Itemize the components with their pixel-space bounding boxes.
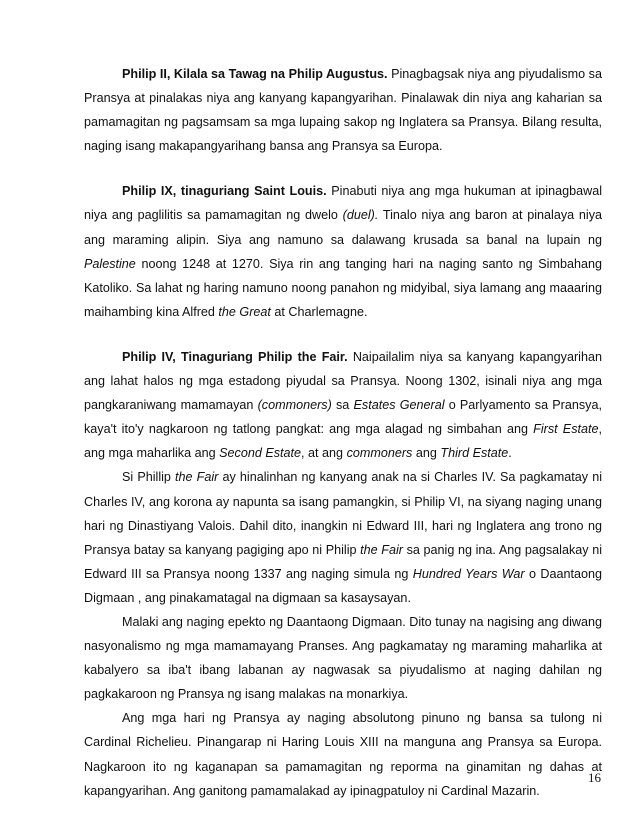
heading-philip-ix: Philip IX, tinaguriang Saint Louis. [122,184,327,199]
paragraph-philip-ii [84,62,602,158]
heading-philip-iv: Philip IV, Tinaguriang Philip the Fair. [122,349,348,364]
paragraph-text: Pinagbagsak niya ang piyudalismo sa Pransya at pinalakas niya ang kanyang kapangyarihan. Pinalawak din niya ang kaharian sa pamamagitan ng pagsamsam sa mga lupaing sakop ng Inglatera sa Pransya. Bilang resulta, naging isang makapangyarihang bansa ang Pransya sa Europa. [84,67,602,154]
italic-term: Second Estate [219,446,302,461]
paragraph-text: Tinalo niya ang baron at pinalaya niya ang maraming alipin. Siya ang namuno sa dalawang krusada sa banal na lupain ng [84,208,602,247]
italic-term: Estates General [353,398,445,413]
paragraph-philip-iv [84,345,602,465]
italic-term: Hundred Years War [412,566,525,581]
paragraph-charles-iv [84,465,602,610]
paragraph-text: o Parlyamento sa Pransya, kaya't ito'y nagkaroon ng tatlong pangkat: ang mga alagad ng simbahan ang [84,398,602,437]
paragraph-text: ay hinalinhan ng kanyang anak na si Charles IV. Sa pagkamatay ni Charles IV, ang korona ay napunta sa isang pamangkin, si Philip VI, na siyang naging unang hari ng Dinastiyang Valois. Dahil dito, inangkin ni Edward III, hari ng Inglatera ang trono ng Pransya batay sa kanyang pagiging apo ni Philip [84,470,603,557]
italic-term: the Great [218,304,271,319]
paragraph-text: . [508,446,512,461]
paragraph-text: Pinabuti niya ang mga hukuman at ipinagbawal niya ang paglilitis sa pamamagitan ng dwelo [84,184,602,223]
page-number: 16 [588,770,601,785]
italic-term: the Fair [175,470,219,485]
italic-term: First Estate [533,422,599,437]
italic-term: (commoners) [257,398,332,413]
italic-term: the Fair [360,542,403,557]
document-body [84,62,602,803]
paragraph-text: noong 1248 at 1270. Siya rin ang tanging hari na naging santo ng Simbahang Katoliko. Sa lahat ng haring namuno noong panahon ng midyibal, siya lamang ang maaaring maihambing kina Alfred [84,256,602,319]
paragraph-text: at Charlemagne. [270,304,368,319]
paragraph-text: sa panig ng ina. Ang pagsalakay ni Edward III sa Pransya noong 1337 ang naging simula ng [84,542,603,581]
paragraph-text: , at ang [301,446,347,461]
italic-term: (duel). [342,208,379,223]
italic-term: Palestine [84,256,136,271]
italic-term: commoners [346,446,413,461]
paragraph-text: Naipailalim niya sa kanyang kapangyarihan ang lahat halos ng mga estadong piyudal sa Pransya. Noong 1302, isinali niya ang mga pangkaraniwang mamamayan [84,349,602,413]
paragraph-richelieu: Ang mga hari ng Pransya ay naging absolutong pinuno ng bansa sa tulong ni Cardinal Richelieu. Pinangarap ni Haring Louis XIII na manguna ang Pransya sa Europa. Nagkaroon ito ng kaganapan sa pamamagitan ng reporma na ginamitan ng dahas at kapangyarihan. Ang ganitong pamamalakad ay ipinagpatuloy ni Cardinal Mazarin. [84,711,602,798]
italic-term: Third Estate [440,446,509,461]
paragraph-text: ang [412,446,441,461]
paragraph-text: o Daantaong Digmaan , ang pinakamatagal na digmaan sa kasaysayan. [84,566,603,605]
paragraph-philip-ix [84,179,602,324]
paragraph-text: Si Phillip [122,470,176,485]
paragraph-text: sa [331,398,354,413]
paragraph-daantaong-digmaan: Malaki ang naging epekto ng Daantaong Digmaan. Dito tunay na nagising ang diwang nasyonalismo ng mga mamamayang Pranses. Ang pagkamatay ng maraming maharlika at kabalyero sa iba't ibang labanan ay nagwasak sa piyudalismo at naging dahilan ng pagkakaroon ng Pransya ng isang malakas na monarkiya. [84,614,602,702]
heading-philip-ii: Philip II, Kilala sa Tawag na Philip Augustus. [122,67,388,81]
paragraph-text: , ang mga maharlika ang [84,422,602,461]
